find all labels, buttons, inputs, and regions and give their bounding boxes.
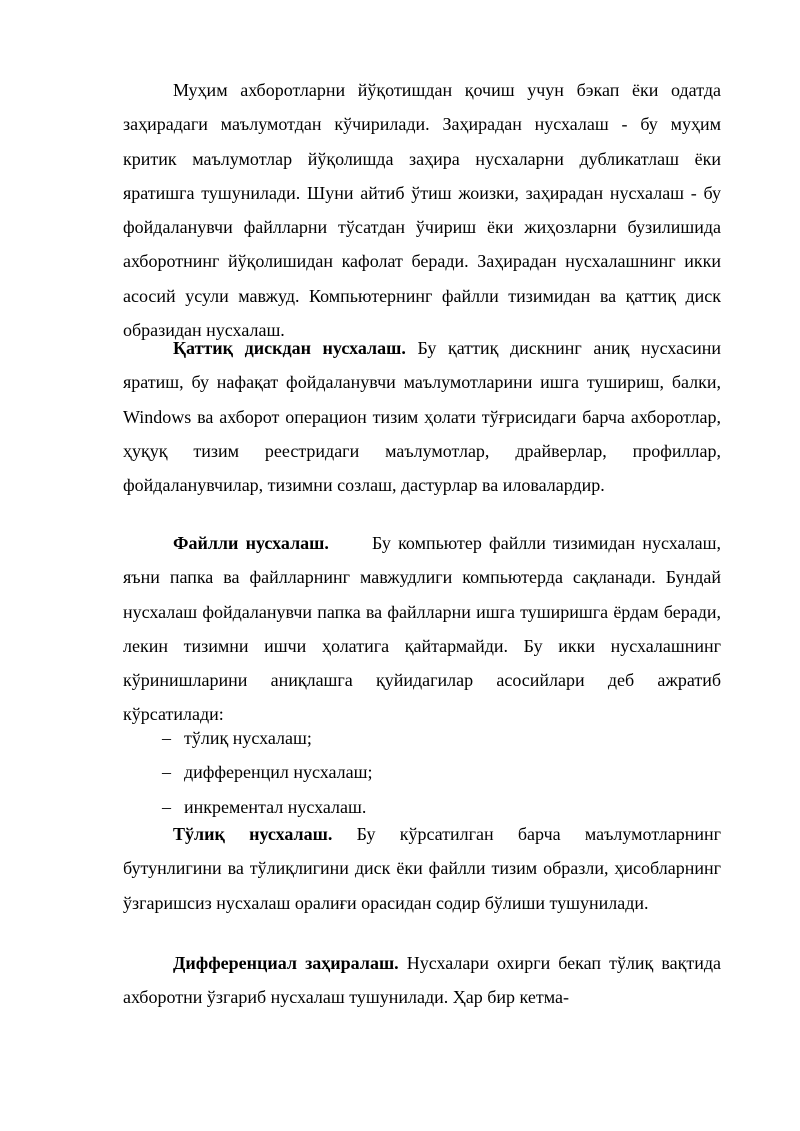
list-item bbox=[162, 721, 373, 755]
differential-backup-heading: Дифференциал заҳиралаш. bbox=[173, 953, 399, 973]
paragraph-intro bbox=[123, 73, 721, 347]
paragraph-hard-disk-copy bbox=[123, 331, 721, 502]
full-copy-heading: Тўлиқ нусхалаш. bbox=[173, 824, 333, 844]
paragraph-file-copy bbox=[123, 526, 726, 732]
list-item-text: тўлиқ нусхалаш; bbox=[184, 728, 312, 748]
dash-marker: – bbox=[162, 728, 171, 748]
file-copy-heading: Файлли нусхалаш. bbox=[173, 533, 329, 553]
paragraph-full-copy bbox=[123, 817, 721, 920]
list-item-text: дифференцил нусхалаш; bbox=[184, 762, 373, 783]
differential-backup-text: Нусхалари охирги бекап тўлиқ вақтида ахборотни ўзгариб нусхалаш тушунилади. Ҳар бир кетма- bbox=[123, 953, 721, 1008]
list-item-text: инкрементал нусхалаш. bbox=[184, 796, 367, 817]
paragraph-differential-backup bbox=[123, 946, 721, 1015]
dash-marker: – bbox=[162, 796, 171, 817]
hard-disk-copy-text: Бу қаттиқ дискнинг аниқ нусхасини яратиш, бу нафақат фойдаланувчи маълумотларини ишга тушириш, балки, Windows ва ахборот операцион тизим ҳолати тўғрисидаги барча ахборотлар, ҳуқуқ тизим реестридаги маълумотлар, драйверлар, профиллар, фойдаланувчилар, тизимни созлаш, дастурлар ва иловалардир. bbox=[123, 338, 721, 496]
hard-disk-copy-heading: Қаттиқ дискдан нусхалаш. bbox=[173, 338, 406, 358]
full-copy-text: Бу кўрсатилган барча маълумотларнинг бутунлигини ва тўлиқлигини диск ёки файлли тизим образли, ҳисобларнинг ўзгаришсиз нусхалаш оралиғи орасидан содир бўлиши тушунилади. bbox=[123, 824, 721, 913]
intro-text: Муҳим ахборотларни йўқотишдан қочиш учун бэкап ёки одатда заҳирадаги маълумотдан кўчирилади. Заҳирадан нусхалаш - бу муҳим критик маълумотлар йўқолишда заҳира нусхаларни дубликатлаш ёки яратишга тушунилади. Шуни айтиб ўтиш жоизки, заҳирадан нусхалаш - бу фойдаланувчи файлларни тўсатдан ўчириш ёки жиҳозларни бузилишида ахборотнинг йўқолишидан кафолат беради. Заҳирадан нусхалашнинг икки асосий усули мавжуд. Компьютернинг файлли тизимидан ва қаттиқ диск образидан нусхалаш. bbox=[123, 80, 721, 341]
backup-types-list bbox=[162, 721, 373, 824]
file-copy-text: Бу компьютер файлли тизимидан нусхалаш, яъни папка ва файлларнинг мавжудлиги компьютерда сақланади. Бундай нусхалаш фойдаланувчи папка ва файлларни ишга туширишга ёрдам беради, лекин тизимни ишчи ҳолатига қайтармайди. Бу икки нусхалашнинг кўринишларини аниқлашга қуйидагилар асосийлари деб ажратиб кўрсатилади: bbox=[123, 533, 726, 725]
dash-marker: – bbox=[162, 762, 171, 783]
list-item bbox=[162, 755, 373, 789]
